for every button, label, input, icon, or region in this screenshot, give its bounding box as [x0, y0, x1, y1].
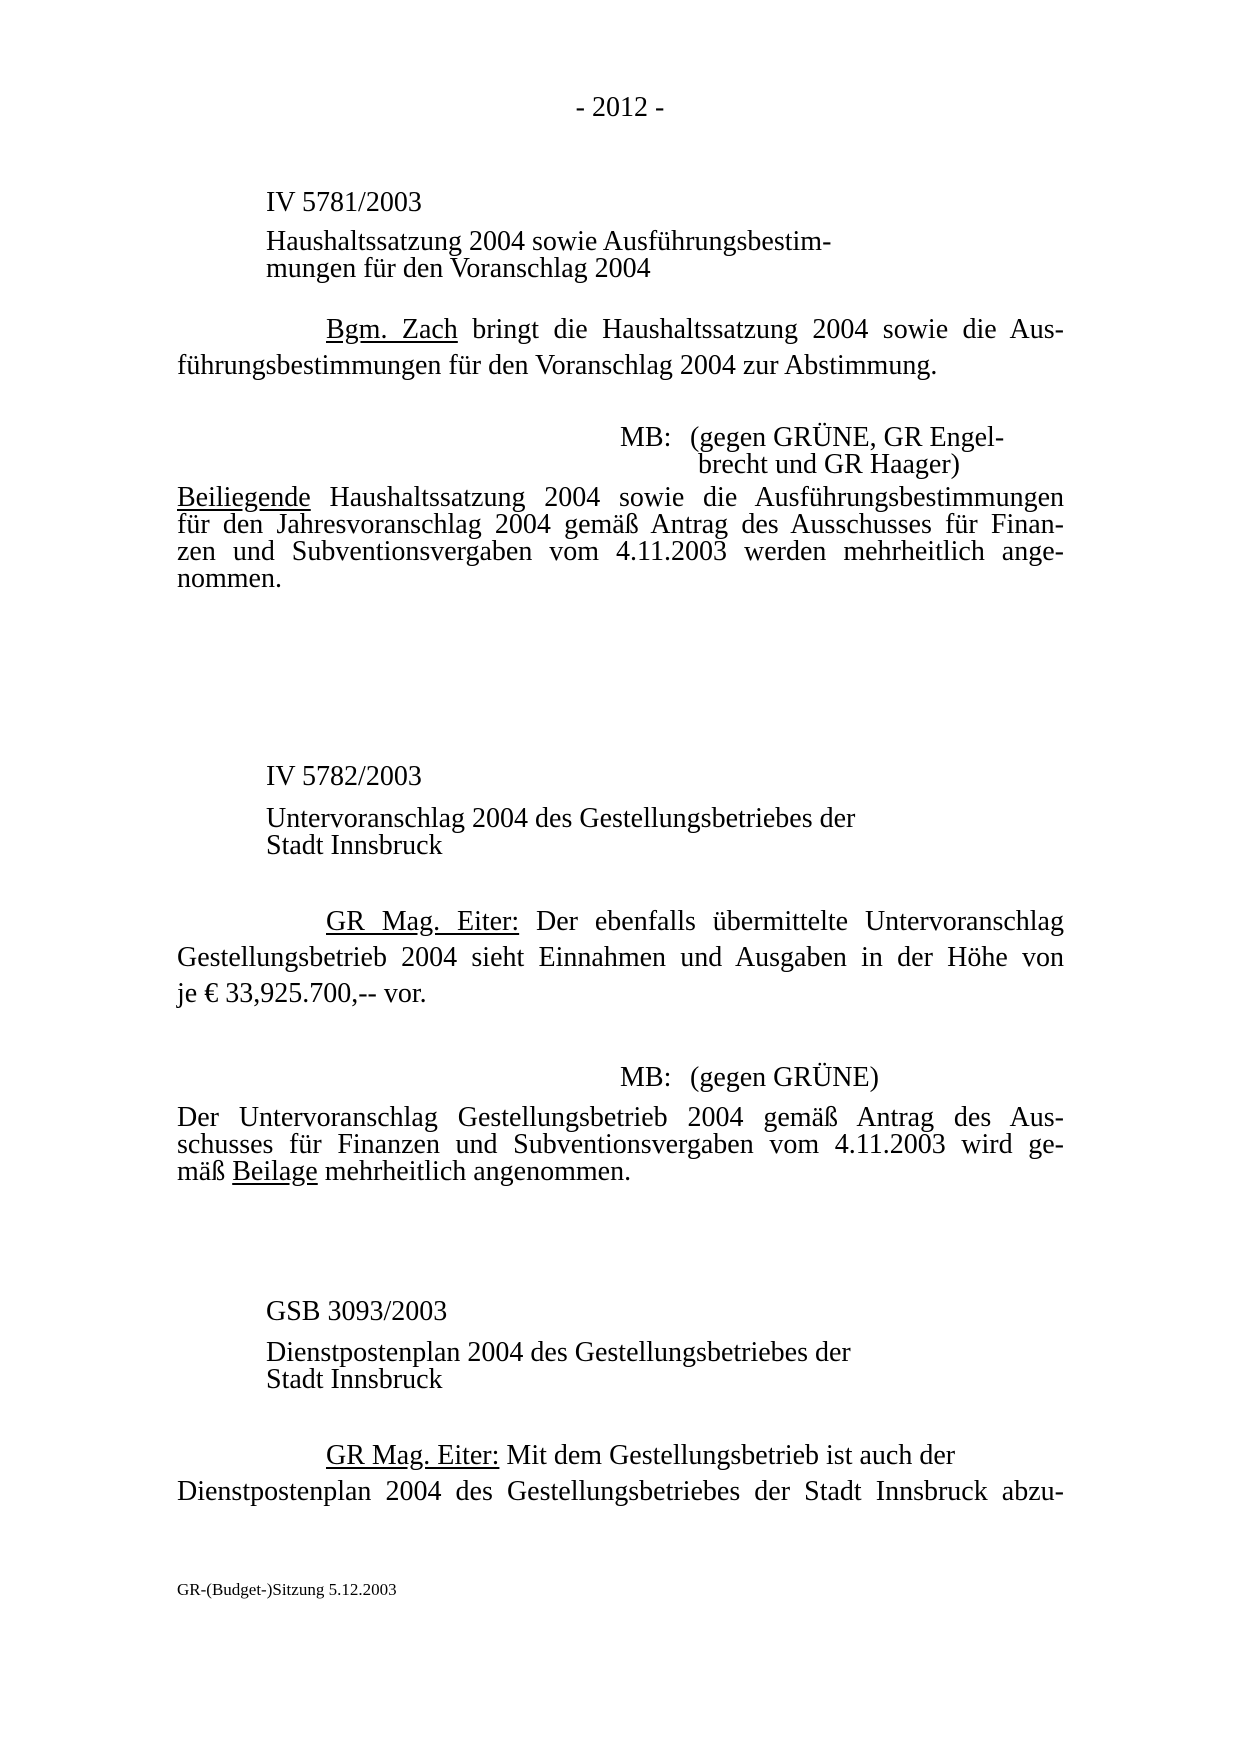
section-1-title [266, 228, 966, 282]
section-1-statement-line-2: führungsbestimmungen für den Voranschlag 2004 zur Abstimmung. [177, 350, 938, 381]
section-2-mb-text: (gegen GRÜNE) [690, 1062, 879, 1093]
section-2-speaker: GR Mag. Eiter: [326, 906, 520, 937]
section-2-title-line-1: Untervoranschlag 2004 des Gestellungsbetriebes der [266, 803, 856, 834]
section-3-statement-line-1 [177, 1438, 1064, 1474]
section-2-resolution-line-3 [177, 1158, 1064, 1185]
section-1-resolution [177, 484, 1064, 592]
section-2-majority-vote [620, 1064, 879, 1091]
section-1-resolution-text-1: Haushaltssatzung 2004 sowie die Ausführungsbestimmungen [310, 482, 1064, 513]
section-2-statement-line-3: je € 33,925.700,-- vor. [177, 978, 427, 1009]
section-1-statement-line-1 [177, 312, 1064, 348]
section-3-statement [177, 1438, 1064, 1510]
section-2-mb-label: MB: [620, 1062, 672, 1093]
section-2-resolution-line-1: Der Untervoranschlag Gestellungsbetrieb 2004 gemäß Antrag des Aus- [177, 1102, 1064, 1133]
section-1-resolution-line-3: zen und Subventionsvergaben vom 4.11.2003 werden mehrheitlich ange- [177, 536, 1064, 567]
section-1-title-line-1: Haushaltssatzung 2004 sowie Ausführungsbestim- [266, 226, 832, 257]
section-3-id: GSB 3093/2003 [266, 1296, 448, 1327]
section-1-mb-text [690, 424, 1004, 478]
section-1-statement-text-1: bringt die Haushaltssatzung 2004 sowie die Aus- [457, 314, 1064, 345]
page-footer: GR-(Budget-)Sitzung 5.12.2003 [177, 1580, 397, 1599]
section-1-majority-vote [620, 424, 1004, 478]
section-2-resolution-last-post: mehrheitlich angenommen. [317, 1156, 632, 1187]
section-1-title-line-2: mungen für den Voranschlag 2004 [266, 253, 651, 284]
section-2-id: IV 5782/2003 [266, 761, 422, 792]
section-2-statement-text-1: Der ebenfalls übermittelte Untervoranschlag [519, 906, 1064, 937]
page-number: - 2012 - [575, 92, 665, 123]
section-1-resolution-underlined: Beiliegende [177, 482, 311, 513]
section-3-title-line-2: Stadt Innsbruck [266, 1364, 443, 1395]
section-2-statement [177, 904, 1064, 1012]
section-2-resolution-line-2: schusses für Finanzen und Subventionsvergaben vom 4.11.2003 wird ge- [177, 1129, 1064, 1160]
section-2-resolution-underlined: Beilage [232, 1156, 318, 1187]
section-3-statement-text-1: Mit dem Gestellungsbetrieb ist auch der [499, 1440, 956, 1471]
section-3-statement-line-2: Dienstpostenplan 2004 des Gestellungsbetriebes der Stadt Innsbruck abzu- [177, 1476, 1064, 1507]
section-1-resolution-line-4: nommen. [177, 563, 282, 594]
section-2-resolution [177, 1104, 1064, 1185]
section-3-speaker: GR Mag. Eiter: [326, 1440, 500, 1471]
section-1-id: IV 5781/2003 [266, 187, 422, 218]
section-1-resolution-line-2: für den Jahresvoranschlag 2004 gemäß Antrag des Ausschusses für Finan- [177, 509, 1064, 540]
section-1-mb-line-1: (gegen GRÜNE, GR Engel- [690, 422, 1005, 453]
section-1-statement [177, 312, 1064, 384]
section-2-statement-line-2: Gestellungsbetrieb 2004 sieht Einnahmen und Ausgaben in der Höhe von [177, 942, 1064, 973]
section-1-mb-line-2: brecht und GR Haager) [698, 449, 961, 480]
section-3-title-line-1: Dienstpostenplan 2004 des Gestellungsbetriebes der [266, 1337, 851, 1368]
section-2-title-line-2: Stadt Innsbruck [266, 830, 443, 861]
section-1-speaker: Bgm. Zach [326, 314, 458, 345]
section-3-title [266, 1339, 966, 1393]
section-2-resolution-last-pre: mäß [177, 1156, 233, 1187]
section-1-resolution-line-1 [177, 484, 1064, 511]
section-2-title [266, 805, 966, 859]
section-1-mb-label: MB: [620, 422, 672, 453]
section-2-statement-line-1 [177, 904, 1064, 940]
